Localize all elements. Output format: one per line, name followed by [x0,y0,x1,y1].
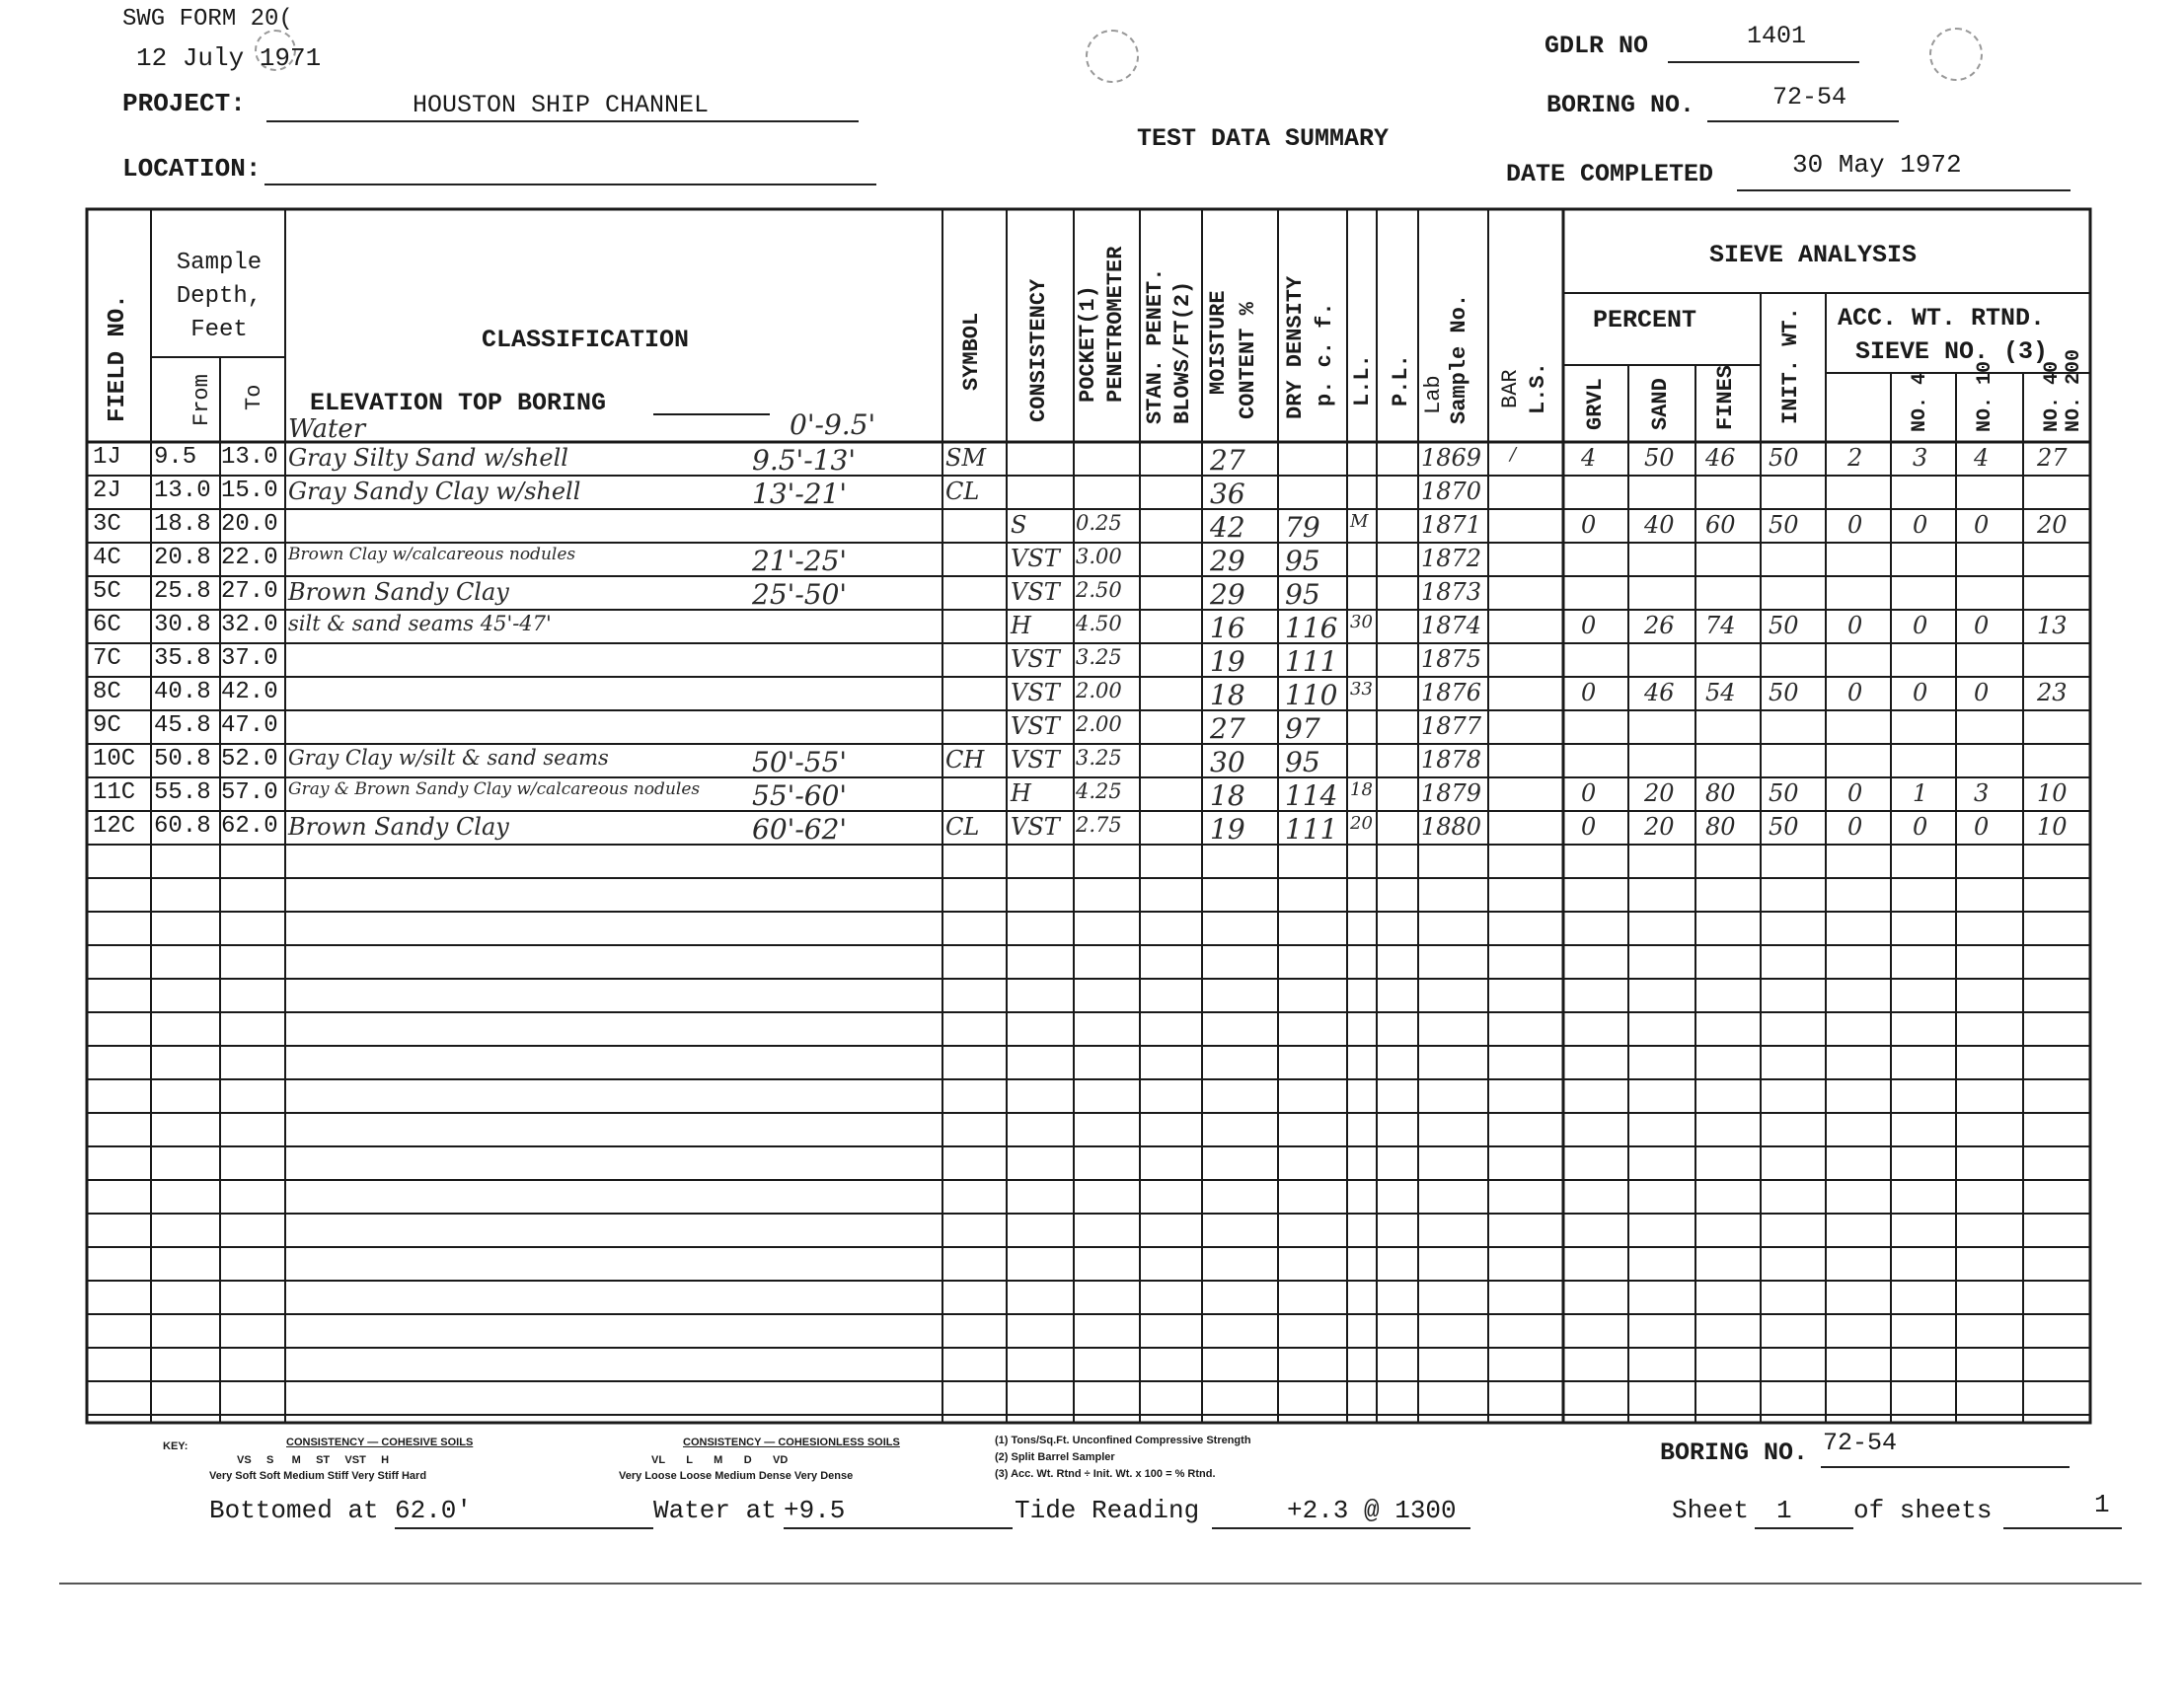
grvl-cell: 0 [1581,813,1597,841]
no200-cell: 13 [2037,612,2068,639]
moisture-cell: 29 [1210,545,1245,577]
no10-cell: 0 [1913,511,1928,539]
classification-cell: Gray & Brown Sandy Clay w/calcareous nodules [288,779,701,799]
form-date: 12 July 1971 [136,43,322,73]
field-no-cell: 10C [93,746,136,773]
consistency-cell: VST [1011,578,1060,606]
lab-sample-cell: 1877 [1421,712,1482,740]
moisture-cell: 16 [1210,612,1245,644]
classification-cell: Gray Sandy Clay w/shell [288,478,581,505]
dry-density-cell: 114 [1285,779,1338,812]
tide-value: +2.3 @ 1300 [1287,1496,1457,1525]
to-cell: 13.0 [221,444,278,471]
dry-density-cell: 97 [1285,712,1320,745]
moisture-cell: 29 [1210,578,1245,611]
boring-label: BORING NO. [1546,91,1695,119]
no40-cell: 3 [1974,779,1990,807]
to-cell: 27.0 [221,578,278,605]
to-cell: 42.0 [221,679,278,705]
depth-range-cell: 9.5'-13' [752,444,857,477]
col-consistency: CONSISTENCY [1026,278,1051,422]
col-pl: P.L. [1389,354,1413,406]
page-edge [59,1583,2142,1585]
key-note-2: (2) Split Barrel Sampler [995,1451,1115,1463]
from-cell: 55.8 [154,779,211,806]
field-no-cell: 1J [93,444,121,471]
col-init-wt: INIT. WT. [1778,307,1803,424]
lab-sample-cell: 1871 [1421,511,1482,539]
gdlr-label: GDLR NO [1544,32,1649,60]
no10-cell: 0 [1913,813,1928,841]
consistency-cell: VST [1011,679,1060,706]
from-cell: 45.8 [154,712,211,739]
no4-cell: 0 [1847,511,1863,539]
classification-cell: Brown Clay w/calcareous nodules [288,545,576,564]
bottomed-label: Bottomed at [209,1496,379,1525]
to-cell: 52.0 [221,746,278,773]
col-percent: PERCENT [1593,306,1697,334]
key-cohesive-words: Very Soft Soft Medium Stiff Very Stiff Hard [209,1470,427,1482]
init-wt-cell: 50 [1769,779,1799,807]
date-label: DATE COMPLETED [1506,160,1714,188]
consistency-cell: VST [1011,645,1060,673]
init-wt-cell: 50 [1769,679,1799,706]
sand-cell: 46 [1644,679,1675,706]
pocket-penetrometer-cell: 0.25 [1076,511,1122,535]
field-no-cell: 2J [93,478,121,504]
col-field-no: FIELD NO. [105,294,131,422]
fines-cell: 54 [1705,679,1736,706]
dry-density-cell: 110 [1285,679,1338,711]
page-title: TEST DATA SUMMARY [1137,124,1390,153]
consistency-cell: VST [1011,712,1060,740]
col-penetrometer: PENETROMETER [1103,246,1128,403]
dry-density-cell: 95 [1285,746,1320,778]
dry-density-cell: 95 [1285,578,1320,611]
consistency-cell: VST [1011,545,1060,572]
to-cell: 57.0 [221,779,278,806]
key-note-3: (3) Acc. Wt. Rtnd ÷ Init. Wt. x 100 = % Rtnd. [995,1468,1216,1480]
moisture-cell: 42 [1210,511,1245,544]
col-ls: L.S. [1526,362,1550,414]
field-no-cell: 7C [93,645,121,672]
footer-boring-value: 72-54 [1823,1429,1898,1457]
col-no40: NO. 40 [2041,360,2064,432]
to-cell: 22.0 [221,545,278,571]
dry-density-cell: 111 [1285,645,1338,678]
col-moisture: MOISTURE [1206,290,1231,395]
from-cell: 9.5 [154,444,197,471]
depth-range-cell: 13'-21' [752,478,848,510]
to-cell: 32.0 [221,612,278,638]
ll-cell: 18 [1350,779,1373,800]
consistency-cell: H [1011,612,1031,639]
fines-cell: 46 [1705,444,1736,472]
dry-density-cell: 79 [1285,511,1320,544]
moisture-cell: 19 [1210,645,1245,678]
col-no4: NO. 4 [1909,372,1931,432]
key-note-1: (1) Tons/Sq.Ft. Unconfined Compressive Strength [995,1435,1251,1446]
grvl-cell: 0 [1581,612,1597,639]
init-wt-cell: 50 [1769,511,1799,539]
init-wt-cell: 50 [1769,612,1799,639]
pocket-penetrometer-cell: 3.25 [1076,645,1122,669]
classification-cell: silt & sand seams 45'-47' [288,612,552,635]
no40-cell: 4 [1974,444,1990,472]
pocket-penetrometer-cell: 4.50 [1076,612,1122,635]
no10-cell: 0 [1913,612,1928,639]
from-cell: 18.8 [154,511,211,538]
key-cohesive-title: CONSISTENCY — COHESIVE SOILS [286,1437,474,1448]
no40-cell: 0 [1974,679,1990,706]
field-no-cell: 5C [93,578,121,605]
field-no-cell: 8C [93,679,121,705]
col-lab: Lab [1421,375,1446,414]
sand-cell: 50 [1644,444,1675,472]
ll-cell: 33 [1350,679,1373,700]
col-no10: NO. 10 [1974,360,1996,432]
symbol-cell: CL [945,478,980,505]
col-sample-depth-label: Sample Depth, Feet [176,250,263,343]
fines-cell: 74 [1705,612,1736,639]
boring-value: 72-54 [1772,83,1847,111]
moisture-cell: 36 [1210,478,1245,510]
from-cell: 20.8 [154,545,211,571]
lab-sample-cell: 1872 [1421,545,1482,572]
tide-field [1212,1494,1470,1529]
consistency-cell: VST [1011,746,1060,774]
dry-density-cell: 95 [1285,545,1320,577]
classification-cell: Gray Clay w/silt & sand seams [288,746,609,770]
col-sample-no: Sample No. [1447,293,1471,424]
of-sheets-label: of sheets [1853,1496,1993,1525]
no4-cell: 0 [1847,779,1863,807]
lab-sample-cell: 1870 [1421,478,1482,505]
to-cell: 37.0 [221,645,278,672]
col-sample-depth [160,247,278,347]
to-cell: 20.0 [221,511,278,538]
field-no-cell: 3C [93,511,121,538]
no4-cell: 0 [1847,679,1863,706]
to-cell: 62.0 [221,813,278,840]
lab-sample-cell: 1879 [1421,779,1482,807]
col-bar: BAR [1498,369,1523,408]
form-number: SWG FORM 20( [122,6,293,33]
from-cell: 40.8 [154,679,211,705]
to-cell: 47.0 [221,712,278,739]
depth-range-cell: 25'-50' [752,578,848,611]
no200-cell: 20 [2037,511,2068,539]
fines-cell: 60 [1705,511,1736,539]
depth-range-cell: 60'-62' [752,813,848,846]
moisture-cell: 27 [1210,444,1245,477]
grvl-cell: 0 [1581,779,1597,807]
pocket-penetrometer-cell: 3.25 [1076,746,1122,770]
sheet-label: Sheet [1672,1496,1750,1525]
moisture-cell: 19 [1210,813,1245,846]
of-sheets-field [2003,1490,2122,1529]
col-sand: SAND [1648,378,1673,430]
no40-cell: 0 [1974,511,1990,539]
symbol-cell: CH [945,746,985,774]
depth-range-cell: 55'-60' [752,779,848,812]
sand-cell: 20 [1644,779,1675,807]
to-cell: 15.0 [221,478,278,504]
field-no-cell: 12C [93,813,136,840]
col-dry-density: DRY DENSITY [1283,275,1308,419]
no200-cell: 10 [2037,779,2068,807]
lab-sample-cell: 1880 [1421,813,1482,841]
lab-sample-cell: 1869 [1421,444,1482,472]
no40-cell: 0 [1974,612,1990,639]
depth-range-cell: 21'-25' [752,545,848,577]
water-row-label: Water [288,414,366,444]
ll-cell: 30 [1350,612,1373,632]
col-to: To [242,384,266,410]
water-field [784,1494,1013,1529]
key-cohesive-codes: VS S M ST VST H [237,1454,390,1466]
field-no-cell: 11C [93,779,136,806]
from-cell: 60.8 [154,813,211,840]
pocket-penetrometer-cell: 2.00 [1076,679,1122,702]
col-ll: L.L. [1350,354,1375,406]
project-value: HOUSTON SHIP CHANNEL [413,91,710,119]
key-cohesionless-codes: VL L M D VD [651,1454,789,1466]
consistency-cell: H [1011,779,1031,807]
init-wt-cell: 50 [1769,444,1799,472]
col-acc-wt: ACC. WT. RTND. [1838,304,2046,332]
sheet-field [1755,1494,1853,1529]
key-label: KEY: [163,1440,188,1452]
depth-range-cell: 50'-55' [752,746,848,778]
pocket-penetrometer-cell: 2.50 [1076,578,1122,602]
consistency-cell: VST [1011,813,1060,841]
of-sheets-value: 1 [2094,1490,2110,1519]
from-cell: 13.0 [154,478,211,504]
lab-sample-cell: 1873 [1421,578,1482,606]
location-label: LOCATION: [122,154,262,184]
field-no-cell: 4C [93,545,121,571]
classification-cell: Brown Sandy Clay [288,578,509,606]
col-classification: CLASSIFICATION [482,326,690,354]
key-cohesionless-title: CONSISTENCY — COHESIONLESS SOILS [683,1437,900,1448]
col-pcf: p. c. f. [1313,302,1337,406]
gdlr-value: 1401 [1747,22,1807,50]
fines-cell: 80 [1705,779,1736,807]
col-grvl: GRVL [1583,378,1608,430]
pocket-penetrometer-cell: 3.00 [1076,545,1122,568]
field-no-cell: 9C [93,712,121,739]
footer-boring-label: BORING NO. [1660,1438,1809,1467]
moisture-cell: 18 [1210,779,1245,812]
bottomed-field [395,1494,653,1529]
consistency-cell: S [1011,511,1027,539]
key-cohesionless-words: Very Loose Loose Medium Dense Very Dense [619,1470,854,1482]
no10-cell: 3 [1913,444,1928,472]
bottomed-value: 62.0' [395,1496,473,1525]
no40-cell: 0 [1974,813,1990,841]
col-sieve-analysis: SIEVE ANALYSIS [1709,241,1918,269]
col-elevation: ELEVATION TOP BORING [310,389,607,417]
symbol-cell: SM [945,444,987,472]
no4-cell: 0 [1847,612,1863,639]
grvl-cell: 4 [1581,444,1597,472]
water-value: +9.5 [784,1496,846,1525]
sand-cell: 40 [1644,511,1675,539]
project-label: PROJECT: [122,89,246,118]
moisture-cell: 27 [1210,712,1245,745]
no200-cell: 10 [2037,813,2068,841]
bar-ls-cell: / [1510,444,1517,465]
moisture-cell: 18 [1210,679,1245,711]
from-cell: 25.8 [154,578,211,605]
col-from: From [189,374,214,426]
sand-cell: 26 [1644,612,1675,639]
tide-label: Tide Reading [1015,1496,1200,1525]
lab-sample-cell: 1878 [1421,746,1482,774]
dry-density-cell: 111 [1285,813,1338,846]
col-blows: BLOWS/FT(2) [1170,280,1195,424]
date-value: 30 May 1972 [1792,150,1962,180]
symbol-cell: CL [945,813,980,841]
no10-cell: 1 [1913,779,1928,807]
no200-cell: 27 [2037,444,2068,472]
no4-cell: 2 [1847,444,1863,472]
col-pocket: POCKET(1) [1076,285,1100,403]
classification-cell: Gray Silty Sand w/shell [288,444,568,472]
dry-density-cell: 116 [1285,612,1338,644]
pocket-penetrometer-cell: 2.00 [1076,712,1122,736]
col-sieve-no: SIEVE NO. (3) [1855,337,2049,366]
ll-cell: M [1350,511,1369,532]
col-content: CONTENT % [1236,302,1260,419]
grvl-cell: 0 [1581,679,1597,706]
grvl-cell: 0 [1581,511,1597,539]
col-symbol: SYMBOL [959,312,984,391]
sheet-value: 1 [1776,1496,1792,1525]
pocket-penetrometer-cell: 4.25 [1076,779,1122,803]
water-label: Water at [653,1496,777,1525]
no200-cell: 23 [2037,679,2068,706]
col-no200: NO. 200 [2063,348,2085,432]
no10-cell: 0 [1913,679,1928,706]
footer-boring-field [1821,1431,2070,1468]
lab-sample-cell: 1875 [1421,645,1482,673]
field-no-cell: 6C [93,612,121,638]
col-stan-penet: STAN. PENET. [1143,267,1167,424]
sand-cell: 20 [1644,813,1675,841]
pocket-penetrometer-cell: 2.75 [1076,813,1122,837]
lab-sample-cell: 1874 [1421,612,1482,639]
lab-sample-cell: 1876 [1421,679,1482,706]
from-cell: 30.8 [154,612,211,638]
col-fines: FINES [1713,364,1738,430]
moisture-cell: 30 [1210,746,1245,778]
no4-cell: 0 [1847,813,1863,841]
fines-cell: 80 [1705,813,1736,841]
water-row-range: 0'-9.5' [790,408,876,441]
classification-cell: Brown Sandy Clay [288,813,509,841]
init-wt-cell: 50 [1769,813,1799,841]
from-cell: 35.8 [154,645,211,672]
ll-cell: 20 [1350,813,1373,834]
from-cell: 50.8 [154,746,211,773]
